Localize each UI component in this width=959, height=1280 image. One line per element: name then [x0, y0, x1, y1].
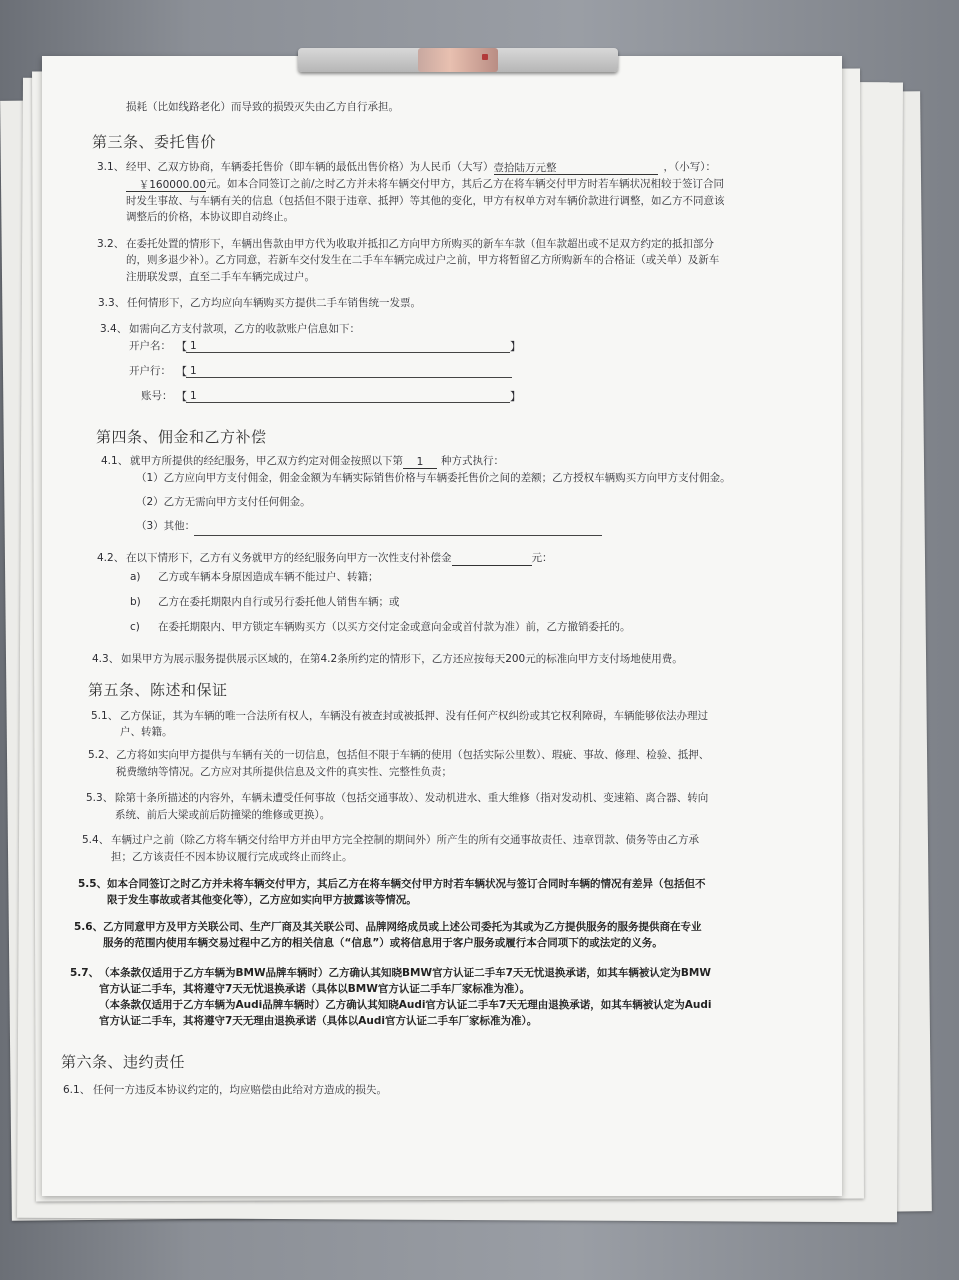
clause-4-1-line1: 就甲方所提供的经纪服务，甲乙双方约定对佣金按照以下第 1 种方式执行：: [130, 455, 504, 469]
clause-4-2-a-mark: a): [130, 571, 141, 583]
account-no-lbracket: 【: [176, 390, 187, 403]
clause-4-2-b: 乙方在委托期限内自行或另行委托他人销售车辆；或: [158, 596, 400, 608]
clause-6-1-num: 6.1、: [63, 1084, 91, 1096]
bank-label: 开户行：: [129, 365, 171, 377]
clause-5-4-num: 5.4、: [82, 834, 110, 846]
carryover-line: 损耗（比如线路老化）而导致的损毁灭失由乙方自行承担。: [126, 101, 399, 113]
section-6-title: 第六条、违约责任: [61, 1053, 186, 1071]
clause-5-2-num: 5.2、: [88, 749, 116, 761]
clause-4-2-num: 4.2、: [97, 552, 125, 564]
clause-4-2-a: 乙方或车辆本身原因造成车辆不能过户、转籍；: [158, 571, 379, 583]
commission-option-1: （1）乙方应向甲方支付佣金，佣金金额为车辆实际销售价格与车辆委托售价之间的差额；乙方授权车辆购买方向甲方支付佣金。: [136, 472, 731, 484]
clause-3-4-text: 如需向乙方支付款项，乙方的收款账户信息如下：: [129, 323, 360, 335]
price-amount: ￥160000.00: [138, 179, 206, 192]
account-name-lbracket: 【: [176, 340, 187, 353]
clause-5-7-num: 5.7、: [70, 967, 100, 979]
clause-5-5-line2: 限于发生事故或者其他变化等），乙方应如实向甲方披露该等情况。: [107, 894, 417, 906]
clause-4-2-line1: 在以下情形下，乙方有义务就甲方的经纪服务向甲方一次性支付补偿金 元：: [126, 551, 553, 566]
clause-3-2-num: 3.2、: [97, 238, 125, 250]
account-no-label: 账号：: [141, 390, 173, 402]
account-no-line: [186, 401, 510, 403]
account-name-label: 开户名：: [129, 340, 171, 352]
clause-3-2-line2: 的，则多退少补）。乙方同意，若新车交付发生在二手车车辆完成过户之前，甲方将暂留乙方所购新车的合格证（或关单）及新车: [126, 254, 720, 266]
section-5-title: 第五条、陈述和保证: [88, 681, 228, 699]
clause-5-2-line1: 乙方将如实向甲方提供与车辆有关的一切信息，包括但不限于车辆的使用（包括实际公里数）、瑕疵、事故、修理、检验、抵押、: [116, 749, 710, 761]
clause-5-6-num: 5.6、: [74, 921, 104, 933]
clause-5-1-line1: 乙方保证，其为车辆的唯一合法所有权人，车辆没有被查封或被抵押、没有任何产权纠纷或其它权利障碍，车辆能够依法办理过: [120, 710, 708, 722]
clause-3-1-line1: 经甲、乙双方协商，车辆委托售价（即车辆的最低出售价格）为人民币（大写）壹拾陆万元整 ，（小写）：: [126, 161, 716, 175]
clause-5-6-line1: 乙方同意甲方及甲方关联公司、生产厂商及其关联公司、品牌网络成员或上述公司委托为其或为乙方提供服务的服务提供商在专业: [103, 921, 702, 933]
clause-4-2-c: 在委托期限内、甲方锁定车辆购买方（以买方交付定金或意向金或首付款为准）前，乙方撤销委托的。: [158, 621, 631, 633]
section-3-title: 第三条、委托售价: [92, 133, 217, 151]
clause-5-4-line1: 车辆过户之前（除乙方将车辆交付给甲方并由甲方完全控制的期间外）所产生的所有交通事故责任、违章罚款、债务等由乙方承: [111, 834, 699, 846]
clause-3-3-text: 任何情形下，乙方均应向车辆购买方提供二手车销售统一发票。: [127, 297, 421, 309]
bank-line: [186, 376, 512, 378]
rubber-band: [418, 48, 498, 72]
account-name-rbracket: 】: [510, 340, 521, 353]
clause-5-4-line2: 担；乙方该责任不因本协议履行完成或终止而终止。: [111, 851, 353, 863]
clause-5-1-line2: 户、转籍。: [120, 726, 173, 738]
price-capital: 壹拾陆万元整: [493, 162, 557, 175]
commission-option-2: （2）乙方无需向甲方支付任何佣金。: [136, 496, 311, 508]
account-no-value[interactable]: 1: [190, 390, 197, 402]
clause-5-3-line2: 系统、前后大梁或前后防撞梁的维修或更换）。: [115, 809, 331, 821]
clause-3-1-num: 3.1、: [97, 161, 125, 173]
clause-3-4-num: 3.4、: [100, 323, 128, 335]
clause-5-7-line4: 官方认证二手车，其将遵守7天无理由退换承诺（具体以Audi官方认证二手车厂家标准为准）。: [99, 1015, 538, 1027]
account-name-line: [186, 351, 510, 353]
clause-3-2-line1: 在委托处置的情形下，车辆出售款由甲方代为收取并抵扣乙方向甲方所购买的新车车款（但车款超出或不足双方约定的抵扣部分: [126, 238, 714, 250]
clause-4-2-c-mark: c): [130, 621, 140, 633]
clause-5-5-num: 5.5、: [78, 878, 108, 890]
clause-5-5-line1: 如本合同签订之时乙方并未将车辆交付甲方，其后乙方在将车辆交付甲方时若车辆状况与签订合同时车辆的情况有差异（包括但不: [107, 878, 706, 890]
other-option-line: [194, 534, 602, 536]
clause-5-6-line2: 服务的范围内使用车辆交易过程中乙方的相关信息（“信息”）或将信息用于客户服务或履行本合同项下的或法定的义务。: [103, 937, 663, 949]
clause-5-7-line3: （本条款仅适用于乙方车辆为Audi品牌车辆时）乙方确认其知晓Audi官方认证二手车7天无理由退换承诺，如其车辆被认定为Audi: [99, 999, 712, 1011]
section-4-title: 第四条、佣金和乙方补偿: [96, 428, 267, 446]
clause-5-7-line2: 官方认证二手车，其将遵守7天无忧退换承诺（具体以BMW官方认证二手车厂家标准为准）。: [99, 983, 531, 995]
clause-3-2-line3: 注册联发票，直至二手车车辆完成过户。: [126, 271, 315, 283]
clause-3-1-line2: ￥160000.00元。如本合同签订之前/之时乙方并未将车辆交付甲方，其后乙方在将车辆交付甲方时若车辆状况相较于签订合同: [126, 177, 724, 192]
clause-5-3-line1: 除第十条所描述的内容外，车辆未遭受任何事故（包括交通事故）、发动机进水、重大维修（指对发动机、变速箱、离合器、转向: [115, 792, 709, 804]
clause-4-2-b-mark: b): [130, 596, 141, 608]
commission-option-3: （3）其他：: [136, 520, 196, 532]
clause-3-1-line4: 调整后的价格，本协议即自动终止。: [126, 211, 294, 223]
account-name-value[interactable]: 1: [190, 340, 197, 352]
clause-5-2-line2: 税费缴纳等情况。乙方应对其所提供信息及文件的真实性、完整性负责；: [116, 766, 452, 778]
clause-5-7-line1: （本条款仅适用于乙方车辆为BMW品牌车辆时）乙方确认其知晓BMW官方认证二手车7天无忧退换承诺，如其车辆被认定为BMW: [99, 967, 711, 979]
account-no-rbracket: 】: [510, 390, 521, 403]
clause-4-1-num: 4.1、: [101, 455, 129, 467]
clause-5-3-num: 5.3、: [86, 792, 114, 804]
commission-choice: 1: [416, 456, 424, 469]
bank-lbracket: 【: [176, 365, 187, 378]
bank-value[interactable]: 1: [190, 365, 197, 377]
clause-3-3-num: 3.3、: [98, 297, 126, 309]
clause-5-1-num: 5.1、: [91, 710, 119, 722]
clause-4-3-text: 如果甲方为展示服务提供展示区域的，在第4.2条所约定的情形下，乙方还应按每天200元的标准向甲方支付场地使用费。: [121, 653, 683, 665]
clause-4-3-num: 4.3、: [92, 653, 120, 665]
clause-6-1-text: 任何一方违反本协议约定的，均应赔偿由此给对方造成的损失。: [93, 1084, 387, 1096]
clause-3-1-line3: 时发生事故、与车辆有关的信息（包括但不限于违章、抵押）等其他的变化，甲方有权单方对车辆价款进行调整，如乙方不同意该: [126, 195, 725, 207]
